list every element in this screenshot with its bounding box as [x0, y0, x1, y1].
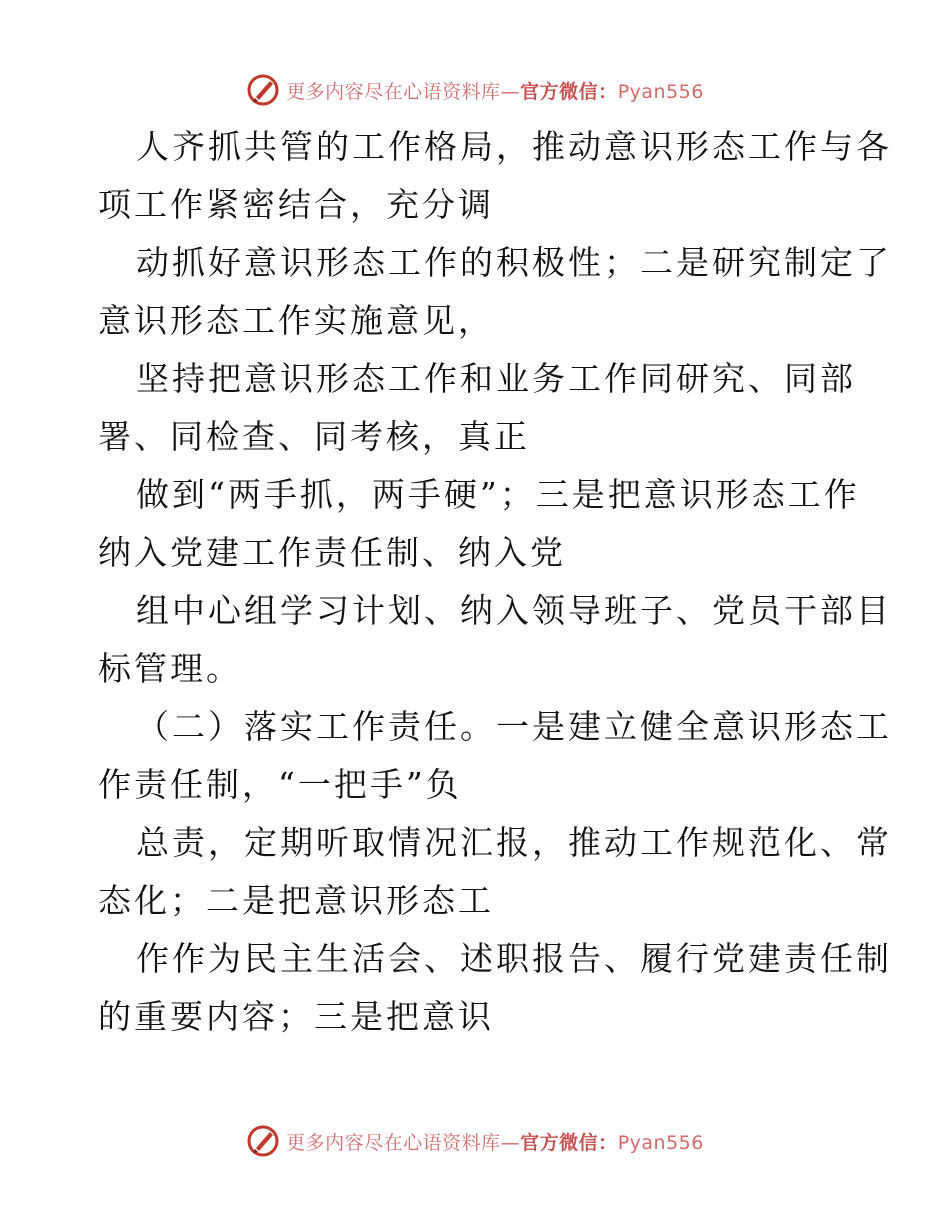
paragraph — [98, 234, 892, 350]
paragraph — [98, 698, 892, 814]
pen-logo-icon — [246, 1124, 280, 1158]
paragraph — [98, 350, 858, 466]
paragraph-line: 标管理。 — [98, 649, 242, 688]
paragraph-line: 坚持把意识形态工作和业务工作同研究、同部 — [136, 359, 856, 398]
paragraph-line: 组中心组学习计划、纳入领导班子、党员干部目 — [136, 591, 892, 630]
paragraph — [98, 582, 892, 698]
footer-watermark-banner — [0, 1121, 950, 1161]
paragraph-line: （二）落实工作责任。一是建立健全意识形态工 — [136, 707, 892, 746]
paragraph-line: 署、同检查、同考核，真正 — [98, 417, 530, 456]
paragraph-line: 作责任制，“一把手”负 — [98, 765, 462, 804]
paragraph — [98, 814, 892, 930]
paragraph-line: 态化；二是把意识形态工 — [98, 881, 494, 920]
paragraph — [98, 930, 892, 1046]
paragraph-line: 的重要内容；三是把意识 — [98, 997, 494, 1036]
watermark-text: 更多内容尽在心语资料库—官方微信：Pyan556 — [286, 1131, 704, 1154]
paragraph-line: 做到“两手抓，两手硬”；三是把意识形态工作 — [136, 475, 860, 514]
paragraph-line: 意识形态工作实施意见， — [98, 301, 494, 340]
paragraph — [98, 466, 858, 582]
header-watermark-banner — [0, 70, 950, 110]
paragraph-line: 项工作紧密结合，充分调 — [98, 185, 494, 224]
pen-logo-icon — [246, 73, 280, 107]
paragraph-line: 作作为民主生活会、述职报告、履行党建责任制 — [136, 939, 892, 978]
watermark-text: 更多内容尽在心语资料库—官方微信：Pyan556 — [286, 80, 704, 103]
paragraph-line: 纳入党建工作责任制、纳入党 — [98, 533, 566, 572]
document-body — [98, 118, 892, 1046]
paragraph-line: 总责，定期听取情况汇报，推动工作规范化、常 — [136, 823, 892, 862]
paragraph-line: 人齐抓共管的工作格局，推动意识形态工作与各 — [136, 127, 892, 166]
paragraph — [98, 118, 892, 234]
paragraph-line: 动抓好意识形态工作的积极性；二是研究制定了 — [136, 243, 892, 282]
